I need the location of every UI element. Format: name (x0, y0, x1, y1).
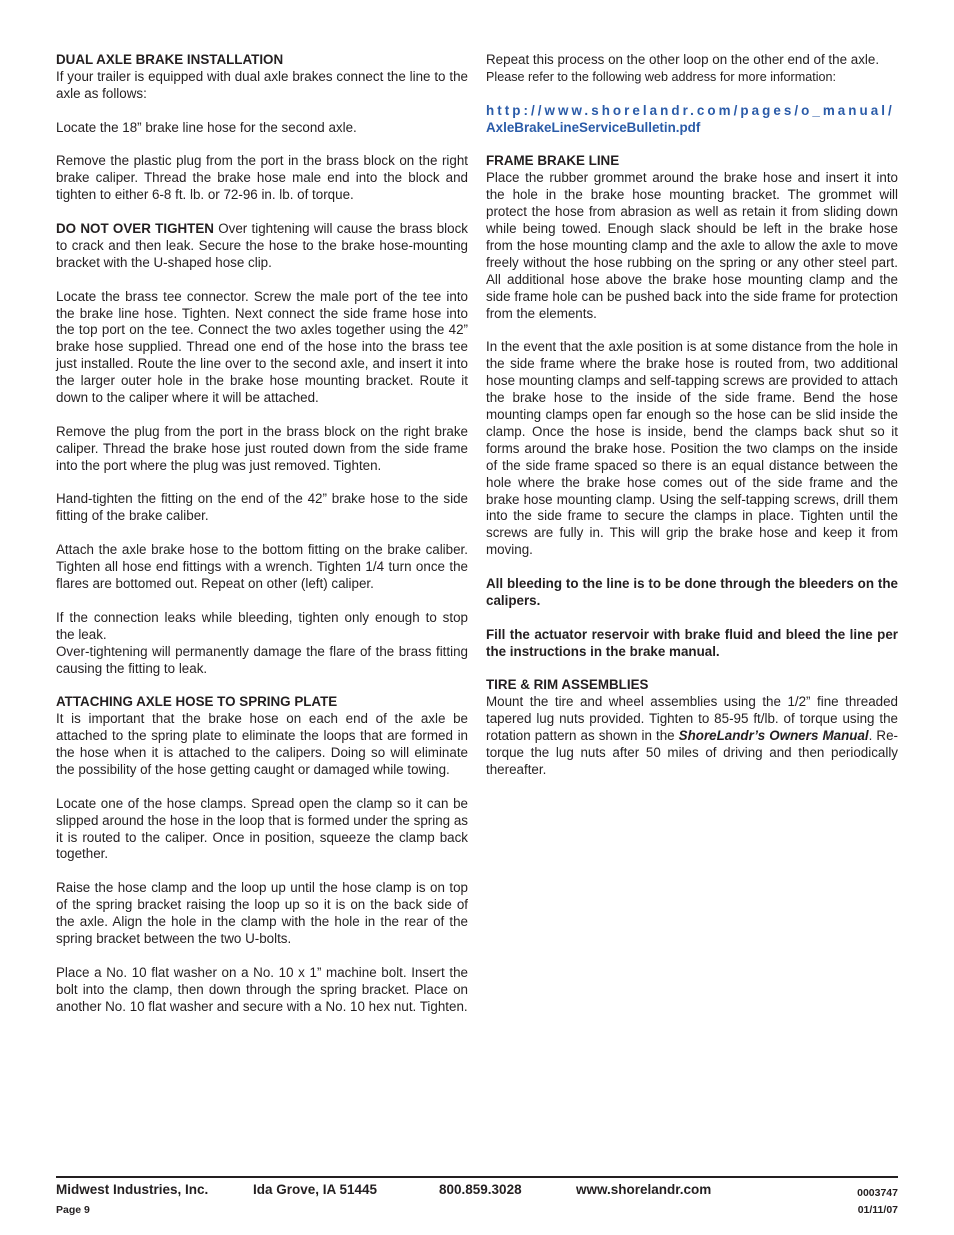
paragraph-leak: If the connection leaks while bleeding, tighten only enough to stop the leak. (56, 609, 468, 642)
frame-brake-line-text: Place the rubber grommet around the brake hose and insert it into the hole in the brake hose mounting bracket. The grommet will protect the hose from abrasion as well as retain it from sliding down while being towed. Enough slack should be left in the brake hose from the hose mounting clamp and the axle to allow the axle to move freely without the hose rubbing on the spring or any other steel part. All additional hose above the brake hose mounting clamp and the side frame hole can be pushed back into the side frame for protection from the elements. (486, 170, 898, 321)
owners-manual-reference: ShoreLandr’s Owners Manual (678, 728, 869, 744)
do-not-over-tighten-lead: DO NOT OVER TIGHTEN (56, 221, 214, 237)
leak-warning-section (56, 610, 468, 678)
footer-page-line (56, 1202, 898, 1218)
spring-plate-section (56, 694, 468, 779)
frame-brake-line-heading: FRAME BRAKE LINE (486, 153, 620, 169)
page-footer (56, 1176, 898, 1218)
paragraph-remove-plug: Remove the plastic plug from the port in the brass block on the right brake caliper. Thread the brake hose male end into the block and tighten to either 6-8 ft. lb. or 72-96 in. lb. of torque. (56, 153, 468, 203)
tire-rim-section (486, 677, 898, 778)
paragraph-locate-hose: Locate the 18” brake line hose for the second axle. (56, 119, 357, 135)
spring-plate-intro: It is important that the brake hose on each end of the axle be attached to the spring plate to eliminate the loops that are formed in the hose when it is attached to the calipers. Doing so will eliminate the possibility of the hose getting caught or damaged while towing. (56, 711, 468, 777)
paragraph-tee-connector: Locate the brass tee connector. Screw the male port of the tee into the brake line hose. Tighten. Next connect the side frame hose into the top port on the tee. Connect the two axles together using the 42” brake hose supplied. Thread one end of the hose into the brass tee just installed. Route the line over to the second axle, and insert it into the larger outer hole in the brake hose mounting bracket. Route it down to the caliper where it will be attached. (56, 288, 468, 406)
left-column (56, 52, 468, 1032)
paragraph-axle-position: In the event that the axle position is at some distance from the hole in the side frame where the brake hose is routed from, two additional hose mounting clamps and self-tapping screws are provided to attach the brake hose to the inside of the side frame. Bend the hose mounting clamps open far enough so the hose can be slid inside the clamp. Once the hose is inside, bend the clamps back shut so it forms around the brake hose. Position the two clamps on the inside of the side frame spaced so there is an equal distance between the hole where the brake hose comes out of the side frame and the brake hose mounting clamp. Using the self-tapping screws, drill them into the side frame to secure the clamps in place. Tighten until the screws are fully in. This will grip the brake hose and keep it from moving. (486, 339, 898, 558)
paragraph-raise-clamp: Raise the hose clamp and the loop up until the hose clamp is on top of the spring bracket raising the loop up so it is on the back side of the axle. Align the hole in the clamp with the hole in the rear of the spring bracket between the two U-bolts. (56, 880, 468, 946)
tire-rim-heading: TIRE & RIM ASSEMBLIES (486, 677, 649, 693)
paragraph-over-tightening: Over-tightening will permanently damage the flare of the brass fitting causing the fitting to leak. (56, 643, 468, 676)
footer-city: Ida Grove, IA 51445 (253, 1182, 378, 1197)
right-column (486, 52, 898, 796)
spring-plate-heading: ATTACHING AXLE HOSE TO SPRING PLATE (56, 694, 338, 710)
dual-axle-heading: DUAL AXLE BRAKE INSTALLATION (56, 52, 284, 67)
paragraph-hose-clamp: Locate one of the hose clamps. Spread open the clamp so it can be slipped around the hose in the loop that is formed under the spring as it is routed to the caliper. Once in position, squeeze the clamp back together. (56, 795, 468, 862)
footer-document-number: 0003747 (857, 1187, 898, 1199)
footer-phone: 800.859.3028 (439, 1182, 522, 1197)
paragraph-refer: Please refer to the following web address for more information: (486, 69, 836, 84)
paragraph-repeat: Repeat this process on the other loop on the other end of the axle. (486, 52, 880, 67)
service-bulletin-link[interactable] (486, 103, 898, 137)
paragraph-remove-plug-second: Remove the plug from the port in the brass block on the right brake caliper. Thread the brake hose just routed down from the side frame into the port where the plug was just removed. Tighten. (56, 423, 468, 473)
tire-rim-text-end: . Re-torque the lug nuts after 50 miles of driving and then periodically thereafter. (486, 728, 898, 777)
paragraph-washer-bolt: Place a No. 10 flat washer on a No. 10 x 1” machine bolt. Insert the bolt into the clamp, then down through the spring bracket. Place on another No. 10 flat washer and secure with a No. 10 hex nut. Tighten. (56, 964, 468, 1014)
link-url-line-1[interactable]: http://www.shorelandr.com/pages/o_manual/ (486, 102, 895, 118)
repeat-process-section (486, 52, 898, 86)
paragraph-fill-reservoir: Fill the actuator reservoir with brake fluid and bleed the line per the instructions in the brake manual. (486, 626, 898, 659)
tire-rim-text-start: Mount the tire and wheel assemblies using the 1/2” fine threaded tapered lug nuts provided. Tighten to 85-95 ft/lb. of torque using the rotation pattern as shown in the (486, 694, 898, 744)
footer-date: 01/11/07 (857, 1204, 898, 1216)
do-not-over-tighten-paragraph (56, 221, 468, 272)
footer-page-number: Page 9 (56, 1204, 90, 1216)
do-not-over-tighten-text: Over tightening will cause the brass block to crack and then leak. Secure the hose to the brake hose-mounting bracket with the U-shaped hose clip. (56, 221, 468, 270)
footer-divider (56, 1176, 898, 1178)
dual-axle-section (56, 52, 468, 103)
paragraph-attach-hose: Attach the axle brake hose to the bottom fitting on the brake caliber. Tighten all hose end fittings with a wrench. Tighten 1/4 turn once the flares are bottomed out. Repeat on other (left) caliper. (56, 542, 468, 591)
tire-rim-text (486, 694, 898, 779)
footer-contact-line (56, 1182, 898, 1202)
paragraph-hand-tighten: Hand-tighten the fitting on the end of the 42” brake hose to the side fitting of the brake caliber. (56, 491, 468, 524)
paragraph-bleeding: All bleeding to the line is to be done through the bleeders on the calipers. (486, 576, 898, 608)
footer-website[interactable]: www.shorelandr.com (576, 1182, 712, 1197)
frame-brake-line-section (486, 153, 898, 322)
footer-company: Midwest Industries, Inc. (56, 1182, 209, 1197)
link-url-line-2[interactable]: AxleBrakeLineServiceBulletin.pdf (486, 119, 701, 135)
dual-axle-intro: If your trailer is equipped with dual axle brakes connect the line to the axle as follows: (56, 68, 468, 101)
